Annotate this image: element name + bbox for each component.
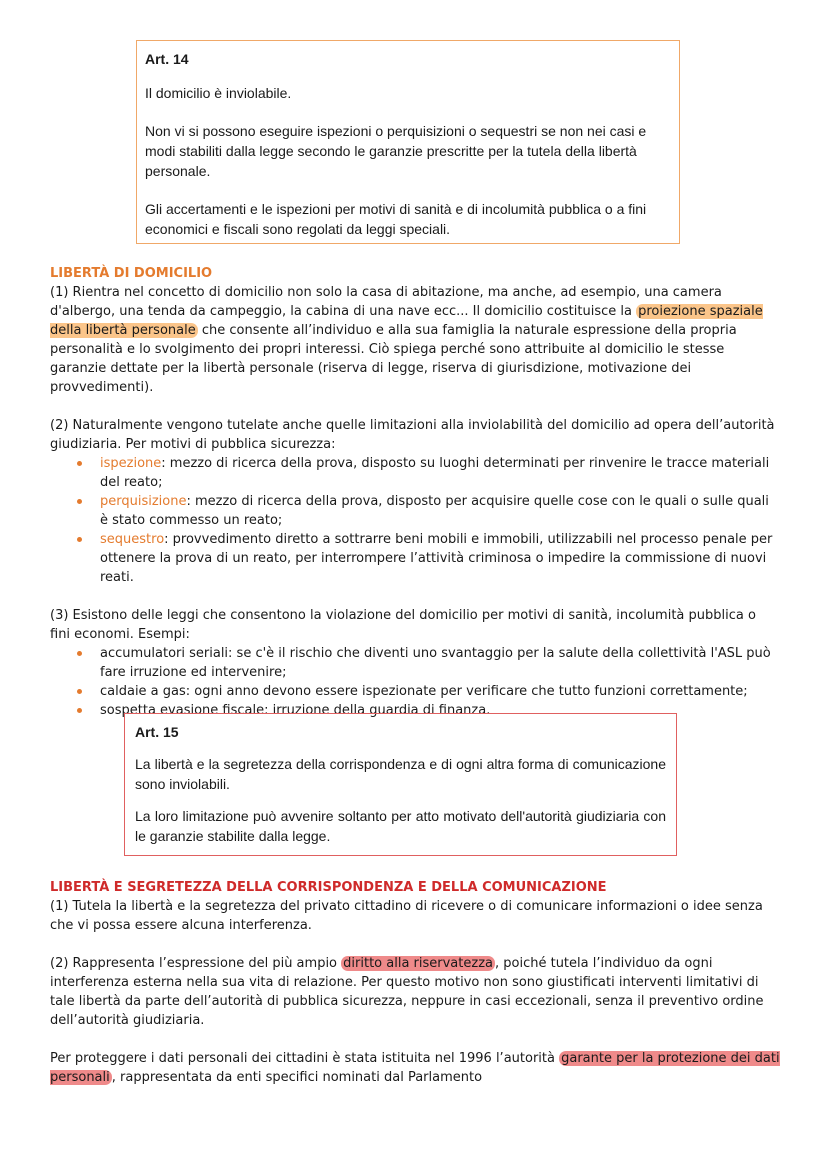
- domicilio-paragraph-2: (2) Naturalmente vengono tutelate anche quelle limitazioni alla inviolabilità del domicilio ad opera dell’autorità giudiziaria. Per motivi di pubblica sicurezza:: [50, 418, 775, 452]
- domicilio-p1-text-end: che consente all’individuo e alla sua famiglia la naturale espressione della propria personalità e lo svolgimento dei propri interessi. Ciò spiega perché sono attribuite al domicilio le stesse garanzie dettate per la libertà personale (riserva di legge, riserva di giurisdizione, motivazione dei provvedimenti).: [50, 323, 737, 395]
- domicilio-paragraph-3: (3) Esistono delle leggi che consentono la violazione del domicilio per motivi di sanità, incolumità pubblica o fini economi. Esempi:: [50, 608, 756, 642]
- art15-box: [124, 713, 677, 856]
- term-definition: : mezzo di ricerca della prova, disposto per acquisire quelle cose con le quali o sulle quali è stato commesso un reato;: [100, 494, 769, 528]
- highlight-riservatezza: diritto alla riservatezza: [343, 956, 493, 971]
- corrispondenza-title: LIBERTÀ E SEGRETEZZA DELLA CORRISPONDENZA E DELLA COMUNICAZIONE: [50, 880, 607, 895]
- esempi-list: [50, 644, 780, 720]
- art15-heading: Art. 15: [135, 724, 179, 740]
- corrispondenza-paragraph-2: [50, 954, 780, 1030]
- domicilio-section: [50, 264, 780, 720]
- list-item: [50, 454, 780, 492]
- art14-heading: Art. 14: [145, 51, 189, 67]
- list-item: [50, 492, 780, 530]
- term-definition: : mezzo di ricerca della prova, disposto su luoghi determinati per rinvenire le tracce materiali del reato;: [100, 456, 770, 490]
- corrispondenza-paragraph-3: [50, 1049, 780, 1087]
- corrispondenza-p2-text: (2) Rappresenta l’espressione del più ampio: [50, 956, 342, 971]
- corrispondenza-p3-text: Per proteggere i dati personali dei cittadini è stata istituita nel 1996 l’autorità: [50, 1051, 560, 1066]
- art14-box: [136, 40, 680, 244]
- list-item: sospetta evasione fiscale: irruzione della guardia di finanza.: [50, 701, 780, 720]
- list-item: caldaie a gas: ogni anno devono essere ispezionate per verificare che tutto funzioni correttamente;: [50, 682, 780, 701]
- corrispondenza-p2-text-end: , poiché tutela l’individuo da ogni interferenza esterna nella sua vita di relazione. Per questo motivo non sono giustificati interventi limitativi di tale libertà da parte dell’autorità di pubblica sicurezza, neppure in casi eccezionali, senza il preventivo ordine dell’autorità giudiziaria.: [50, 956, 764, 1028]
- term-definition: : provvedimento diretto a sottrarre beni mobili e immobili, utilizzabili nel processo penale per ottenere la prova di un reato, per interrompere l’attività criminosa o impedire la commissione di nuovi reati.: [100, 532, 773, 585]
- domicilio-p1-text: (1) Rientra nel concetto di domicilio non solo la casa di abitazione, ma anche, ad esempio, una camera d'albergo, una tenda da campeggio, la cabina di una nave ecc... Il domicilio costituisce la: [50, 285, 722, 319]
- highlight-proiezione: proiezione spaziale della libertà personale: [50, 304, 763, 338]
- list-item: accumulatori seriali: se c'è il rischio che diventi uno svantaggio per la salute della collettività l'ASL può fare irruzione ed intervenire;: [50, 644, 780, 682]
- highlight-garante: garante per la protezione dei dati personali: [50, 1051, 780, 1085]
- art14-paragraph-3: Gli accertamenti e le ispezioni per motivi di sanità e di incolumità pubblica o a fini economici e fiscali sono regolati da leggi speciali.: [145, 201, 647, 237]
- art15-paragraph-2: La loro limitazione può avvenire soltanto per atto motivato dell'autorità giudiziaria con le garanzie stabilite dalla legge.: [135, 808, 666, 844]
- domicilio-paragraph-1: [50, 283, 780, 397]
- term-sequestro: sequestro: [100, 532, 165, 547]
- art15-paragraph-1: La libertà e la segretezza della corrispondenza e di ogni altra forma di comunicazione sono inviolabili.: [135, 756, 666, 792]
- corrispondenza-paragraph-1: (1) Tutela la libertà e la segretezza del privato cittadino di ricevere o di comunicare informazioni o idee senza che vi possa essere alcuna interferenza.: [50, 899, 763, 933]
- term-perquisizione: perquisizione: [100, 494, 187, 509]
- art14-paragraph-2: Non vi si possono eseguire ispezioni o perquisizioni o sequestri se non nei casi e modi stabiliti dalla legge secondo le garanzie prescritte per la tutela della libertà personale.: [145, 123, 647, 179]
- art14-paragraph-1: Il domicilio è inviolabile.: [145, 85, 292, 101]
- limitazioni-list: [50, 454, 780, 587]
- corrispondenza-section: [50, 878, 780, 1087]
- term-ispezione: ispezione: [100, 456, 162, 471]
- corrispondenza-p3-text-end: , rappresentata da enti specifici nominati dal Parlamento: [111, 1070, 483, 1085]
- list-item: [50, 530, 780, 587]
- domicilio-title: LIBERTÀ DI DOMICILIO: [50, 266, 213, 281]
